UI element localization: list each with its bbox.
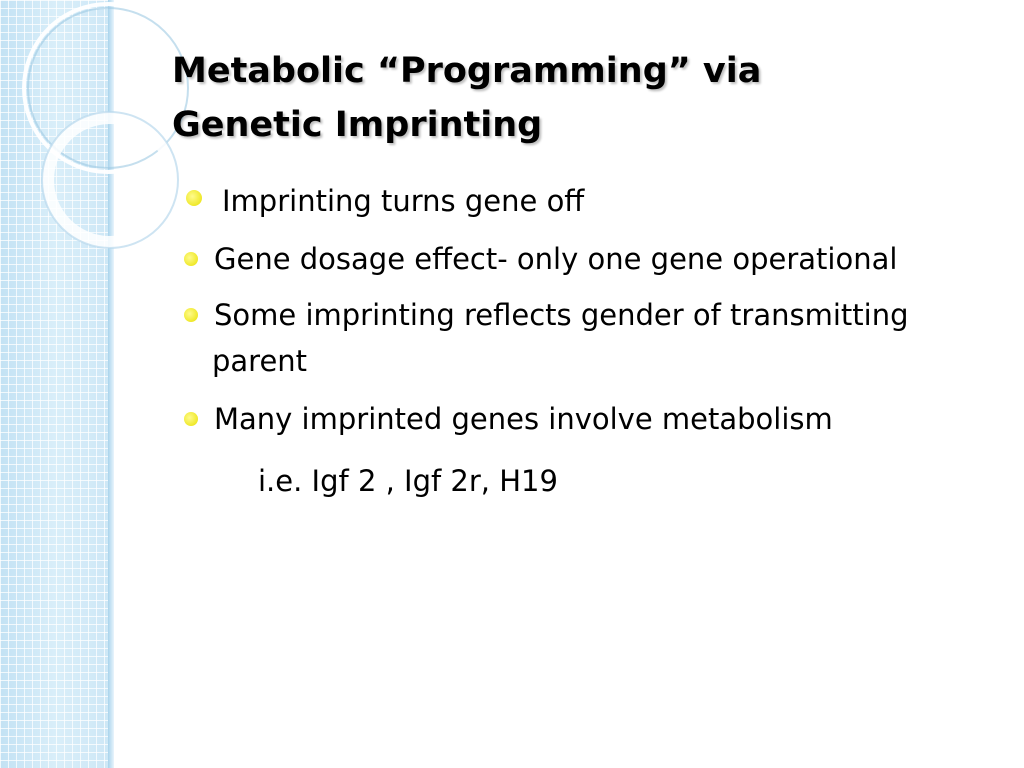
bullet-item (182, 178, 992, 224)
bullet-text: Gene dosage effect- only one gene operational (214, 242, 898, 276)
bullet-text: Imprinting turns gene off (222, 184, 585, 218)
bullet-item (182, 236, 992, 282)
bullet-item (182, 396, 992, 442)
bullet-dot-icon (186, 190, 202, 206)
sub-text-gene-examples: i.e. Igf 2 , Igf 2r, H19 (258, 464, 558, 498)
bullet-text: Some imprinting reflects gender of transmitting (214, 298, 909, 332)
bullet-text-continuation: parent (212, 344, 308, 378)
title-line-1: Metabolic “Programming” via (172, 51, 762, 91)
bullet-dot-icon (184, 252, 198, 266)
decorative-circles (0, 0, 200, 260)
slide-title (172, 44, 952, 152)
bullet-dot-icon (184, 412, 198, 426)
title-line-2: Genetic Imprinting (172, 105, 543, 145)
bullet-list (182, 178, 992, 442)
bullet-item (182, 292, 992, 384)
bullet-dot-icon (184, 308, 198, 322)
bullet-text: Many imprinted genes involve metabolism (214, 402, 833, 436)
